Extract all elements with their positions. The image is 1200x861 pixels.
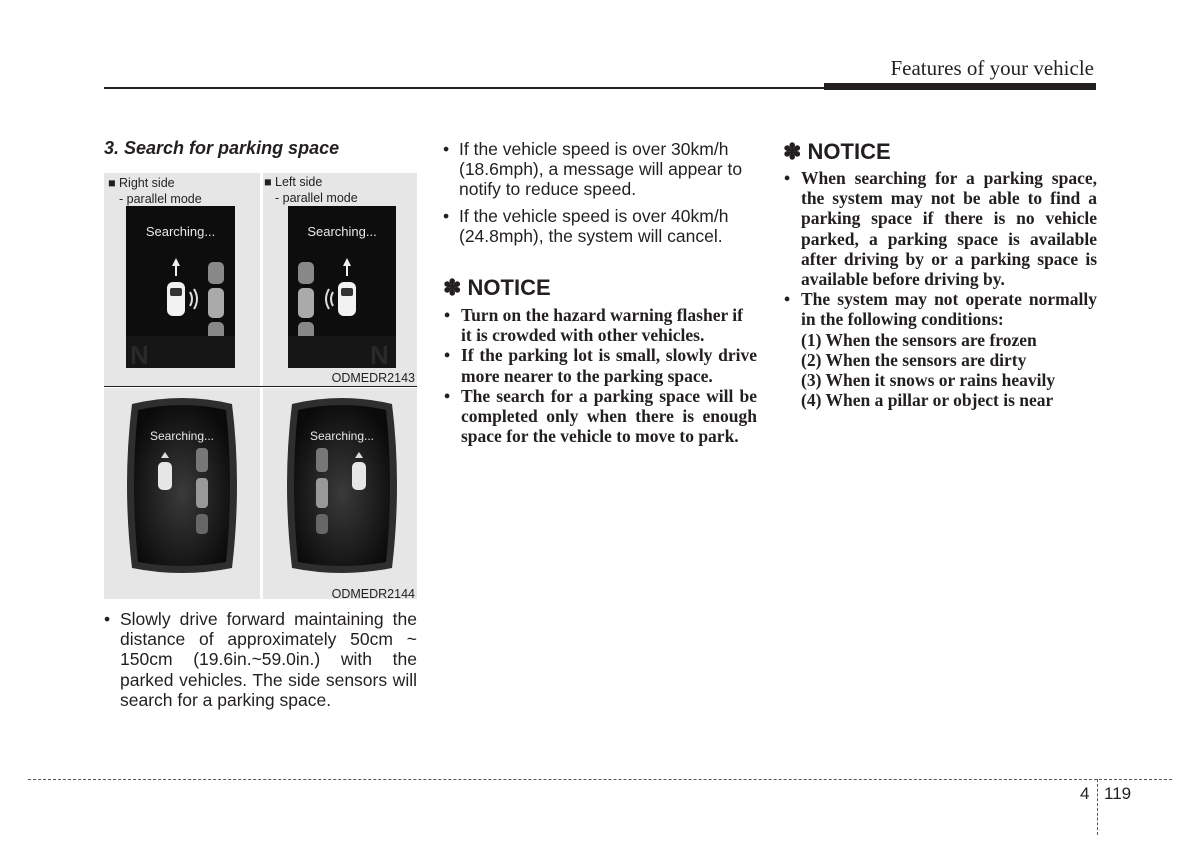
caption-right-side: ■ Right side - parallel mode [108, 176, 202, 206]
footer-rule [28, 779, 1172, 780]
list-item: • Slowly drive forward maintaining the distance of approximately 50cm ~ 150cm (19.6in.~59.0in.) with the parked vehicles. The side sensors will search for a parking space. [104, 609, 417, 710]
bullet-icon: • [444, 305, 451, 325]
svg-text:N: N [130, 340, 149, 368]
svg-text:N: N [370, 340, 389, 368]
screen-searching-text: Searching... [145, 224, 216, 239]
condition-item: (4) When a pillar or object is near [801, 390, 1054, 411]
bullet-icon: • [784, 168, 791, 188]
list-item: • If the vehicle speed is over 40km/h (24.8mph), the system will cancel. [443, 205, 729, 246]
bullet-icon: • [443, 205, 450, 226]
screen-searching-text: Searching... [149, 429, 215, 443]
chapter-number: 4 [1080, 784, 1090, 803]
notice-title: ✽ NOTICE [443, 275, 551, 300]
column-left-body [104, 609, 417, 710]
condition-item: (3) When it snows or rains heavily [801, 370, 1056, 391]
cluster-screen-right-side [126, 206, 235, 368]
parking-graphic [126, 206, 235, 368]
running-header: Features of your vehicle [890, 56, 1094, 80]
bullet-icon: • [784, 289, 791, 310]
list-item: • The system may not operate normally in the following conditions: [784, 289, 1097, 330]
figure-separator [260, 173, 263, 386]
list-item: • Turn on the hazard warning flasher if it is crowded with other vehicles. [444, 305, 743, 346]
parking-graphic [288, 206, 396, 368]
screen-searching-text: Searching... [307, 224, 377, 239]
column-middle-body [443, 139, 757, 246]
figure-code: ODMEDR2143 [331, 371, 415, 385]
bullet-icon: • [443, 139, 450, 159]
screen-searching-text: Searching... [309, 429, 375, 443]
header-rule [104, 87, 824, 89]
list-item: • When searching for a parking space, the system may not be able to find a parking space if there is no vehicle parked, a parking space is available after driving by or a parking space is available before driving by. [784, 168, 1097, 290]
bullet-icon: • [444, 385, 451, 406]
list-item: • The search for a parking space will be completed only when there is enough space for the vehicle to move to park. [444, 385, 757, 447]
cluster-screen-left-side [288, 206, 396, 368]
figure-parallel-mode [104, 173, 417, 386]
list-item: • If the parking lot is small, slowly drive more nearer to the parking space. [444, 345, 757, 386]
figure-code: ODMEDR2144 [331, 587, 415, 601]
header-bar [824, 83, 1096, 90]
caption-left-side: ■ Left side - parallel mode [264, 175, 358, 205]
column-left [104, 138, 417, 159]
bullet-icon: • [104, 609, 111, 629]
condition-item: (2) When the sensors are dirty [801, 349, 1027, 370]
cluster-screen-right-side [122, 392, 242, 576]
figure-searching-screens [104, 388, 417, 599]
notice-title: ✽ NOTICE [783, 139, 891, 164]
list-item: • If the vehicle speed is over 30km/h (18.6mph), a message will appear to notify to reduce speed. [443, 139, 743, 200]
bullet-icon: • [444, 345, 451, 366]
figure-divider [104, 386, 417, 387]
section-title: 3. Search for parking space [104, 138, 340, 158]
page-number: 119 [1104, 784, 1132, 803]
condition-list [784, 330, 1097, 411]
notice-list [784, 168, 1097, 410]
notice-list [444, 305, 757, 446]
footer-separator [1097, 779, 1098, 835]
figure-separator [260, 388, 263, 599]
cluster-screen-left-side [282, 392, 402, 576]
condition-item: (1) When the sensors are frozen [801, 329, 1037, 350]
